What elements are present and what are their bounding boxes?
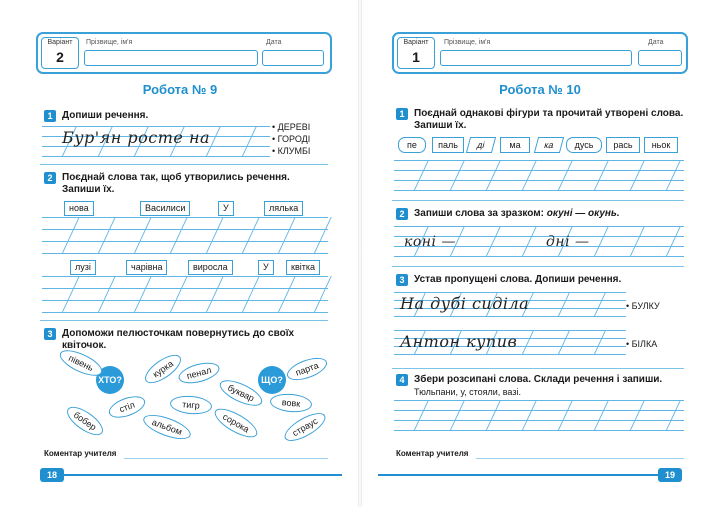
date-field[interactable] <box>262 50 324 66</box>
teacher-comment-label: Коментар учителя <box>396 449 469 458</box>
variant-box <box>41 37 79 69</box>
task-text: Допиши речення. <box>62 110 149 121</box>
slant-guide <box>666 226 681 256</box>
slant-guide <box>594 226 609 256</box>
name-field[interactable] <box>440 50 632 66</box>
slant-guide <box>630 160 645 190</box>
comment-line[interactable] <box>124 458 328 459</box>
handwritten-text: Антон купив <box>400 332 518 351</box>
task-text-prefix: Запиши слова за зразком: <box>414 208 547 219</box>
right-page <box>360 0 720 507</box>
word-box: У <box>218 201 234 216</box>
divider <box>40 320 328 321</box>
date-field[interactable] <box>638 50 682 66</box>
flower-what: ЩО? <box>258 366 286 394</box>
option: • БУЛКУ <box>626 301 660 311</box>
slant-guide <box>206 217 224 253</box>
shape-oval[interactable]: пе <box>398 137 426 153</box>
task-number: 3 <box>44 328 56 340</box>
divider <box>392 266 684 267</box>
slant-guide <box>486 226 501 256</box>
divider <box>392 200 684 201</box>
slant-guide <box>558 292 570 316</box>
shape-oval[interactable]: дусь <box>566 137 602 153</box>
slant-guide <box>414 400 429 430</box>
option: • ГОРОДІ <box>272 134 311 144</box>
task-number: 1 <box>44 110 56 122</box>
slant-guide <box>594 160 609 190</box>
petal[interactable]: вовк <box>269 392 312 414</box>
work-title: Робота № 9 <box>142 82 218 97</box>
date-label: Дата <box>266 39 282 46</box>
slant-guide <box>206 276 224 312</box>
slant-guide <box>98 276 116 312</box>
task-number: 2 <box>44 172 56 184</box>
slant-guide <box>450 160 465 190</box>
writing-lines <box>42 217 328 253</box>
handwritten-example: коні — <box>404 234 456 250</box>
slant-guide <box>522 160 537 190</box>
word-box: У <box>258 260 274 275</box>
shape-parallelogram[interactable]: ді <box>466 137 496 153</box>
task-text: Устав пропущені слова. Допиши речення. <box>414 274 622 285</box>
handwritten-text: На дубі сиділа <box>400 294 530 313</box>
petal[interactable]: бобер <box>63 402 108 441</box>
slant-guide <box>666 160 681 190</box>
task-text: Поєднай слова так, щоб утворились речення. Запиши їх. <box>62 172 290 195</box>
writing-lines <box>394 160 684 190</box>
variant-box <box>397 37 435 69</box>
slant-guide <box>170 217 188 253</box>
flower-who: ХТО? <box>96 366 124 394</box>
name-label: Прізвище, ім'я <box>444 39 491 46</box>
slant-guide <box>414 160 429 190</box>
slant-guide <box>98 217 116 253</box>
word-box: нова <box>64 201 94 216</box>
slant-guide <box>170 276 188 312</box>
petal[interactable]: пенал <box>176 359 221 387</box>
option: • БІЛКА <box>626 339 658 349</box>
slant-guide <box>134 217 152 253</box>
task-number: 1 <box>396 108 408 120</box>
slant-guide <box>278 217 296 253</box>
slant-guide <box>594 330 606 354</box>
petal[interactable]: тигр <box>169 394 212 416</box>
task-number: 4 <box>396 374 408 386</box>
petal[interactable]: курка <box>141 350 186 389</box>
slant-guide <box>558 160 573 190</box>
shape-hexagon[interactable]: ньок <box>644 137 678 153</box>
shape-rect[interactable]: ма <box>500 137 530 153</box>
page-number: 19 <box>658 468 682 482</box>
bottom-bar <box>62 474 342 476</box>
task-text <box>414 208 620 220</box>
page-number: 18 <box>40 468 64 482</box>
variant-number: 1 <box>412 49 420 65</box>
slant-guide <box>62 217 80 253</box>
slant-guide <box>558 400 573 430</box>
petal[interactable]: стіл <box>106 392 148 422</box>
task-text: Поєднай однакові фігури та прочитай утворені слова. Запиши їх. <box>414 108 684 131</box>
handwritten-text: Бур'ян росте на <box>62 128 211 147</box>
writing-lines <box>42 276 328 312</box>
name-label: Прізвище, ім'я <box>86 39 133 46</box>
petal[interactable]: півень <box>56 345 105 381</box>
date-label: Дата <box>648 39 664 46</box>
header-box <box>392 32 688 74</box>
option: • КЛУМБІ <box>272 146 311 156</box>
option: • ДЕРЕВІ <box>272 122 311 132</box>
divider <box>40 164 328 165</box>
task-text: Збери розсипані слова. Склади речення і запиши. <box>414 374 663 385</box>
shape-hexagon[interactable]: рась <box>606 137 640 153</box>
work-title: Робота № 10 <box>499 82 581 97</box>
word-box: лялька <box>264 201 303 216</box>
word-box: квітка <box>286 260 320 275</box>
petal[interactable]: парта <box>284 353 330 384</box>
word-box: чарівна <box>126 260 167 275</box>
shape-parallelogram[interactable]: ка <box>534 137 564 153</box>
slant-guide <box>134 276 152 312</box>
task-number: 2 <box>396 208 408 220</box>
comment-line[interactable] <box>476 458 684 459</box>
header-box <box>36 32 332 74</box>
slant-guide <box>630 400 645 430</box>
scrambled-words: Тюльпани, у, стояли, вазі. <box>414 387 521 397</box>
slant-guide <box>666 400 681 430</box>
slant-guide <box>314 276 332 312</box>
slant-guide <box>242 276 260 312</box>
slant-guide <box>594 400 609 430</box>
slant-guide <box>522 400 537 430</box>
variant-label: Варіант <box>47 39 73 46</box>
slant-guide <box>278 276 296 312</box>
slant-guide <box>522 226 537 256</box>
slant-guide <box>630 226 645 256</box>
slant-guide <box>62 276 80 312</box>
teacher-comment-label: Коментар учителя <box>44 449 117 458</box>
slant-guide <box>486 400 501 430</box>
slant-guide <box>314 217 332 253</box>
task-text: Допоможи пелюсточкам повернутись до своїх квіточок. <box>62 328 295 351</box>
slant-guide <box>242 126 257 156</box>
petal[interactable]: буквар <box>216 375 265 411</box>
divider <box>392 368 684 369</box>
slant-guide <box>242 217 260 253</box>
word-box: лузі <box>70 260 96 275</box>
name-field[interactable] <box>84 50 258 66</box>
slant-guide <box>450 400 465 430</box>
word-box: Василиси <box>140 201 190 216</box>
slant-guide <box>522 330 534 354</box>
variant-label: Варіант <box>403 39 429 46</box>
slant-guide <box>558 330 570 354</box>
petal[interactable]: сорока <box>211 403 262 443</box>
word-box: виросла <box>188 260 233 275</box>
shape-rect[interactable]: паль <box>432 137 464 153</box>
handwritten-example: дні — <box>546 234 590 250</box>
slant-guide <box>594 292 606 316</box>
task-example: окуні — окунь. <box>546 208 620 219</box>
variant-number: 2 <box>56 49 64 65</box>
writing-lines <box>394 400 684 430</box>
slant-guide <box>486 160 501 190</box>
bottom-bar <box>378 474 658 476</box>
petal[interactable]: страус <box>281 408 330 447</box>
petal[interactable]: альбом <box>140 410 193 444</box>
task-number: 3 <box>396 274 408 286</box>
